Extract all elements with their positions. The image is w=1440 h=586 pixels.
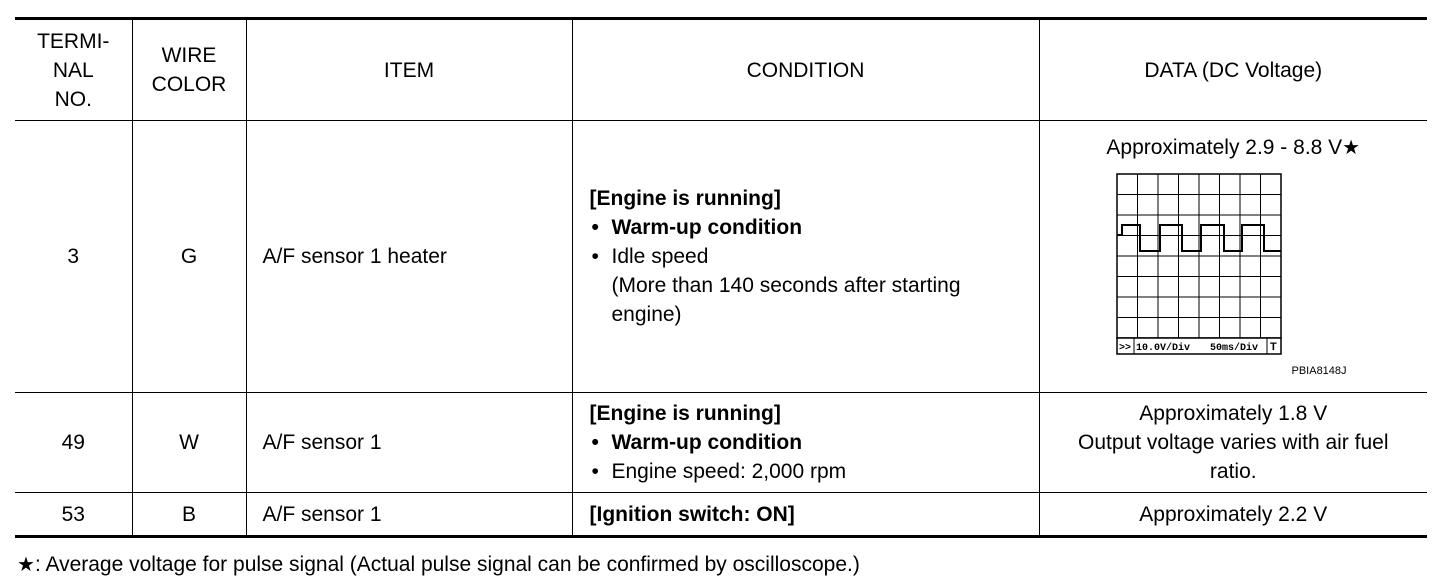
wire-color-cell: W	[132, 393, 246, 493]
bullet-icon: •	[591, 431, 599, 454]
condition-bullet-text: Warm-up condition	[611, 216, 803, 239]
bullet-icon: •	[591, 245, 599, 268]
condition-cell	[572, 121, 1039, 393]
scope-volt-scale: 10.0V/Div	[1135, 343, 1190, 354]
data-value: Approximately 1.8 V	[1139, 402, 1328, 425]
condition-heading: [Engine is running]	[589, 402, 781, 425]
condition-block	[573, 500, 1039, 529]
bullet-icon: •	[591, 216, 599, 239]
figure-code: PBIA8148J	[1291, 365, 1347, 377]
wire-color-cell: G	[132, 121, 246, 393]
condition-bullet	[590, 428, 1039, 457]
item-cell: A/F sensor 1	[246, 493, 572, 537]
condition-bullet-text: Engine speed: 2,000 rpm	[611, 460, 847, 483]
table-row	[15, 493, 1427, 537]
item-cell: A/F sensor 1 heater	[246, 121, 572, 393]
condition-block	[573, 399, 1039, 486]
condition-bullet-text: Idle speed	[611, 245, 709, 268]
scope-time-scale: 50ms/Div	[1209, 343, 1258, 354]
data-note-line: ratio.	[1209, 460, 1257, 483]
data-cell	[1039, 393, 1427, 493]
condition-block	[573, 184, 1039, 329]
header-terminal-no	[15, 19, 132, 121]
header-terminal-line-2: NAL	[52, 58, 94, 82]
condition-note-line: engine)	[611, 303, 682, 326]
condition-bullet	[590, 242, 1039, 271]
header-item: ITEM	[246, 19, 572, 121]
wire-color-cell: B	[132, 493, 246, 537]
data-value-text: Approximately 2.9 - 8.8 V	[1106, 136, 1343, 159]
condition-bullet	[590, 213, 1039, 242]
condition-note-line: (More than 140 seconds after starting	[611, 274, 961, 297]
condition-cell	[572, 493, 1039, 537]
item-cell: A/F sensor 1	[246, 393, 572, 493]
header-condition: CONDITION	[572, 19, 1039, 121]
header-row	[15, 19, 1427, 121]
condition-bullet-text: Warm-up condition	[611, 431, 803, 454]
scope-marker-right: T	[1269, 341, 1277, 353]
star-icon: ★	[1342, 137, 1361, 159]
header-terminal-line-1: TERMI-	[37, 29, 110, 53]
condition-cell	[572, 393, 1039, 493]
data-cell	[1039, 121, 1427, 393]
terminal-cell: 3	[15, 121, 132, 393]
star-icon: ★	[17, 554, 35, 576]
data-value	[1040, 133, 1428, 163]
condition-bullet	[590, 457, 1039, 486]
condition-heading: [Ignition switch: ON]	[589, 502, 795, 526]
bullet-icon: •	[591, 460, 599, 483]
oscilloscope-waveform	[1116, 173, 1282, 355]
data-cell: Approximately 2.2 V	[1039, 493, 1427, 537]
terminal-cell: 49	[15, 393, 132, 493]
table-row	[15, 121, 1427, 393]
condition-heading: [Engine is running]	[589, 187, 781, 210]
header-terminal-line-3: NO.	[54, 87, 92, 111]
data-note-line: Output voltage varies with air fuel	[1078, 431, 1389, 454]
header-data: DATA (DC Voltage)	[1039, 19, 1427, 121]
footnote-text: : Average voltage for pulse signal (Actual pulse signal can be confirmed by oscilloscope.)	[34, 553, 860, 576]
header-wire-line-2: COLOR	[151, 73, 227, 96]
header-wire-line-1: WIRE	[161, 44, 217, 67]
terminal-cell: 53	[15, 493, 132, 537]
table-row	[15, 393, 1427, 493]
footnote	[17, 550, 860, 580]
terminal-data-table	[15, 17, 1427, 538]
header-wire-color	[132, 19, 246, 121]
scope-marker-left: >>	[1118, 343, 1131, 354]
